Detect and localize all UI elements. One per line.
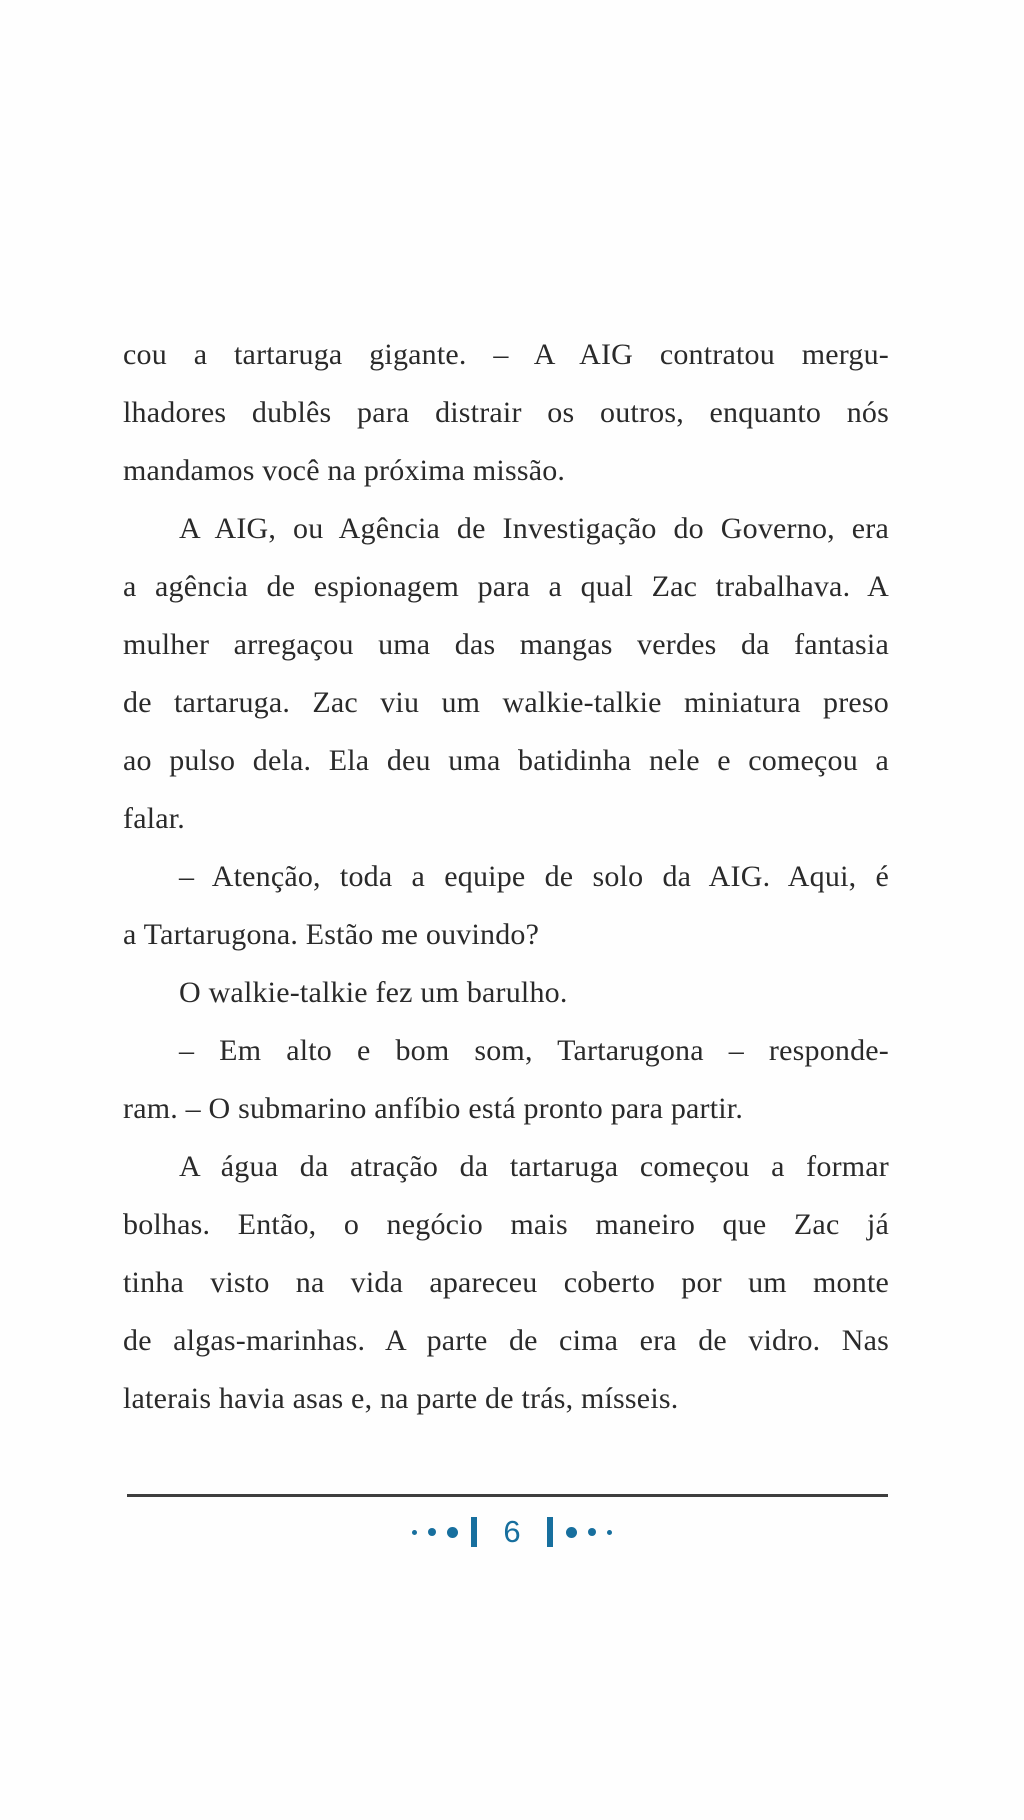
text-line: de algas-marinhas. A parte de cima era de vidro. Nas: [123, 1324, 889, 1357]
text-line: bolhas. Então, o negócio mais maneiro que Zac já: [123, 1208, 889, 1241]
page-footer: [0, 1508, 1024, 1556]
footer-ornament-right: [566, 1527, 612, 1538]
footer-dot-medium-icon: [428, 1528, 436, 1536]
footer-dot-large-icon: [447, 1527, 458, 1538]
paragraph: [123, 1022, 889, 1138]
footer-bar-left-icon: [471, 1517, 477, 1547]
text-line: ram. – O submarino anfíbio está pronto para partir.: [123, 1092, 744, 1125]
text-line: A AIG, ou Agência de Investigação do Governo, era: [179, 512, 889, 545]
text-line: mulher arregaçou uma das mangas verdes da fantasia: [123, 628, 889, 661]
text-line: ao pulso dela. Ela deu uma batidinha nele e começou a: [123, 744, 889, 777]
footer-dot-small-icon: [607, 1530, 612, 1535]
text-line: de tartaruga. Zac viu um walkie-talkie miniatura preso: [123, 686, 889, 719]
footer-ornament-left: [412, 1527, 458, 1538]
text-line: cou a tartaruga gigante. – A AIG contratou mergu-: [123, 338, 889, 371]
text-line: – Em alto e bom som, Tartarugona – responde-: [179, 1034, 889, 1067]
text-line: laterais havia asas e, na parte de trás, mísseis.: [123, 1382, 679, 1415]
text-line: mandamos você na próxima missão.: [123, 454, 566, 487]
text-line: lhadores dublês para distrair os outros, enquanto nós: [123, 396, 889, 429]
footer-dot-large-icon: [566, 1527, 577, 1538]
paragraph: [123, 848, 889, 964]
text-line: falar.: [123, 802, 185, 835]
text-line: A água da atração da tartaruga começou a formar: [179, 1150, 889, 1183]
text-line: a Tartarugona. Estão me ouvindo?: [123, 918, 540, 951]
paragraph: [123, 326, 889, 500]
text-line: tinha visto na vida apareceu coberto por um monte: [123, 1266, 889, 1299]
paragraph: [123, 500, 889, 848]
footer-dot-small-icon: [412, 1530, 417, 1535]
text-line: – Atenção, toda a equipe de solo da AIG. Aqui, é: [179, 860, 889, 893]
footer-bar-right-icon: [547, 1517, 553, 1547]
paragraph: [123, 964, 889, 1022]
body-text: [123, 326, 889, 1428]
page-number: 6: [503, 1513, 521, 1549]
footer-divider: [127, 1494, 888, 1497]
text-line: O walkie-talkie fez um barulho.: [179, 976, 568, 1009]
footer-dot-medium-icon: [588, 1528, 596, 1536]
paragraph: [123, 1138, 889, 1428]
text-line: a agência de espionagem para a qual Zac trabalhava. A: [123, 570, 889, 603]
